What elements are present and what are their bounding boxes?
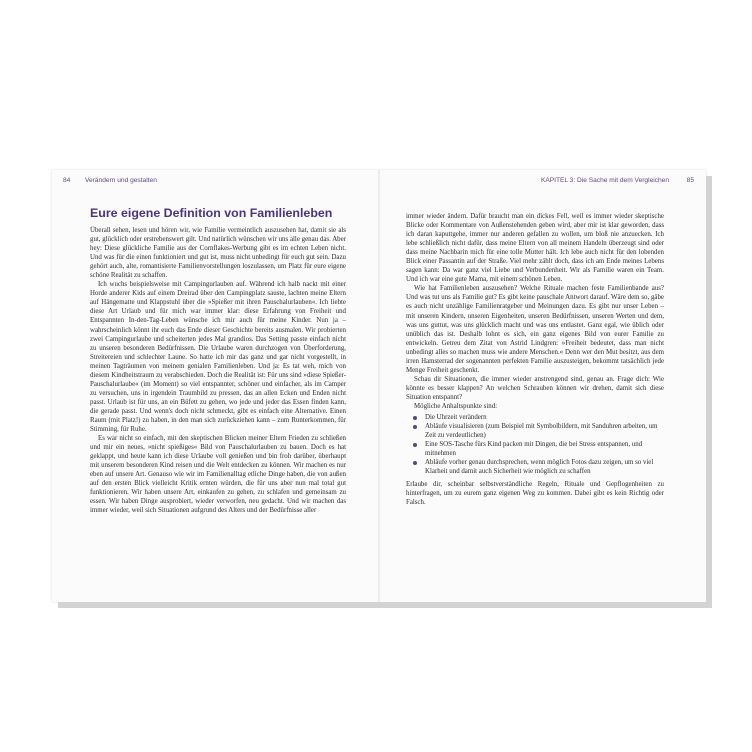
list-item — [406, 413, 664, 422]
paragraph: Ich wuchs beispielsweise mit Campingurlauben auf. Während ich halb nackt mit einer Horde anderer Kids auf einem Dreirad über den Campingplatz sauste, lachten meine Eltern auf Hängematte und Klappstuhl über die »Spießer mit ihren Pauschalurlauben«. Ich liebte diese Art Urlaub und für mich war immer klar: diese Erfahrung von Freiheit und Entspannten In-den-Tag-Leben wünsche ich mir auch für meine Kinder. Nun ja – wahrscheinlich könnt ihr euch das Ende dieser Geschichte bereits ausmalen. Wir probierten zwei Campingurlaube und scheiterten jedes Mal grandios. Das Setting passte einfach nicht zu unseren besonderen Bedürfnissen. Die Urlaube waren durchzogen von Überforderung, Streitereien und schlechter Laune. So hatte ich mir das ganz und gar nicht vorgestellt, in meinen Tagträumen von meinem genialen Familienleben. Und ja: Es tat weh, mich von diesem Kindheitstraum zu verabschieden. Doch die Realität ist: Für uns sind »diese Spießer-Pauschalurlaube« (im Moment) so viel entspannter, schöner und einfacher, als im Camper zu versuchen, uns in irgendein Traumbild zu pressen, das an allen Ecken und Enden nicht passt. Urlaub ist für uns, an ein Büfett zu gehen, wo jede und jeder das Essen finden kann, die gerade passt. Und wenn's doch nicht schmeckt, gibt es einfach eine Alternative. Einen Raum (mit Platz!) zu haben, in den man sich zurückziehen kann – zum Runterkommen, für Stimming, für Ruhe. — [90, 281, 346, 434]
paragraph: Schau dir Situationen, die immer wieder anstrengend sind, genau an. Frage dich: Wie könnte es besser klappen? An welchen Schrauben können wir drehen, damit sich diese Situation entspannt? — [406, 375, 664, 401]
running-head-right: KAPITEL 3: Die Sache mit dem Vergleichen — [540, 177, 669, 184]
list-item — [406, 422, 664, 440]
right-page — [379, 170, 706, 602]
bullet-list — [406, 413, 664, 476]
left-page — [52, 170, 379, 602]
running-head-left: Verändern und gestalten — [85, 177, 157, 184]
list-item-text: Eine SOS-Tasche fürs Kind packen mit Dingen, die bei Stress entspannen, und mitnehmen — [425, 441, 643, 458]
page-number-right: 85 — [686, 177, 694, 184]
bullet-dot-icon — [413, 443, 417, 447]
book-spread — [52, 170, 706, 602]
list-item — [406, 458, 664, 476]
paragraph: immer wieder ändern. Dafür braucht man ein dickes Fell, weil es immer wieder skeptische Blicke oder Kommentare von Außenstehenden geben wird, aber mir ist klar geworden, dass ich daran kaputtgehe, immer nur anderen gefallen zu wollen, um bloß nie anzuecken. Ich lebe schließlich nicht dafür, dass meine Eltern von all meinem Handeln überzeugt sind oder dass meine Nachbarin mich für eine tolle Mutter hält. Ich lebe auch nicht für den lobenden Blick einer Passantin auf der Straße. Viel mehr zählt doch, dass ich am Ende meines Lebens sagen kann: Da war ganz viel Liebe und Verbundenheit. Wir als Familie waren ein Team. Und ich war eine gute Mama, mit einem schönen Leben. — [406, 213, 664, 284]
paragraph: Mögliche Anhaltspunkte sind: — [414, 402, 498, 410]
paragraph: Es war nicht so einfach, mit den skeptischen Blicken meiner Eltern Frieden zu schließen und mir ein neues, »nicht spießiges« Bild von Pauschalurlauben zu bauen. Doch es hat geklappt, und heute kann ich diese Urlaube voll genießen und bin froh darüber, überhaupt mit unserem besonderen Kind reisen und die Welt entdecken zu können. Wir machen es nur eben auf unsere Art. Genauso wie wir im Familienalltag etliche Dinge haben, die von außen auf den ersten Blick vielleicht Kritik ernten würden, die für uns aber nun mal total gut funktionieren. Wir haben unsere Art, einkaufen zu gehen, zu schlafen und gemeinsam zu essen. Wir haben Dinge ausprobiert, wieder verworfen, neu gedacht. Und wir machen das immer wieder, weil sich Situationen aufgrund des Alters und der Bedürfnisse aller — [90, 435, 346, 515]
list-item-text: Die Uhrzeit verändern — [425, 414, 487, 422]
bullet-dot-icon — [413, 416, 417, 420]
paragraph: Erlaube dir, scheinbar selbstverständliche Regeln, Rituale und Gepflogenheiten zu hinterfragen, um zu eurem ganz eigenen Weg zu kommen. Dabei gibt es kein Richtig oder Falsch. — [406, 481, 664, 507]
bullet-dot-icon — [413, 425, 417, 429]
list-item-text: Abläufe vorher genau durchsprechen, wenn möglich Fotos dazu zeigen, um so viel Klarheit und damit auch Sicherheit wie möglich zu schaffen — [425, 459, 654, 476]
page-number-left: 84 — [63, 177, 71, 184]
section-heading: Eure eigene Definition von Familienleben — [90, 206, 333, 220]
paragraph: Wie hat Familienleben auszusehen? Welche Rituale machen feste Familienbande aus? Und was tut uns als Familie gut? Es gibt keine pauschale Antwort darauf. Wäre dem so, gäbe es auch nicht unzählige Familienratgeber und Meinungen dazu. Es gibt nur unser Leben – mit unseren Kindern, unseren Eigenheiten, unseren Bedürfnissen, unseren Werten und dem, was uns guttut, was uns glücklich macht und was uns entlastet. Ganz egal, wie üblich oder unüblich das ist. Deshalb lohnt es sich, ein ganz eigenes Bild von eurer Familie zu entwickeln. Getreu dem Zitat von Astrid Lindgren: »Freiheit bedeutet, dass man nicht unbedingt alles so machen muss wie andere Menschen.« Denn wer den Mut besitzt, aus dem irren Hamsterrad der sogenannten perfekten Familie auszusteigen, bekommt tatsächlich jede Menge Freiheit geschenkt. — [406, 285, 664, 374]
right-body-text — [406, 212, 664, 508]
bullet-dot-icon — [413, 461, 417, 465]
left-body-text — [90, 226, 346, 516]
paragraph: Überall sehen, lesen und hören wir, wie Familie vermeintlich auszusehen hat, damit sie als gut, glücklich oder erstrebenswert gilt. Und natürlich wünschen wir uns alle genau das. Aber hey: Diese glückliche Familie aus der Cornflakes-Werbung gibt es im echten Leben nicht. Und was für die einen funktioniert und gut ist, muss nicht unbedingt für euch gut sein. Dazu gehört auch, alte, romantisierte Familienvorstellungen loszulassen, um Platz für eure eigene schöne Realität zu schaffen. — [90, 227, 346, 280]
list-item — [406, 440, 664, 458]
list-item-text: Abläufe visualisieren (zum Beispiel mit Symbolbildern, mit Sanduhren arbeiten, um Zeit zu verdeutlichen) — [425, 423, 658, 440]
